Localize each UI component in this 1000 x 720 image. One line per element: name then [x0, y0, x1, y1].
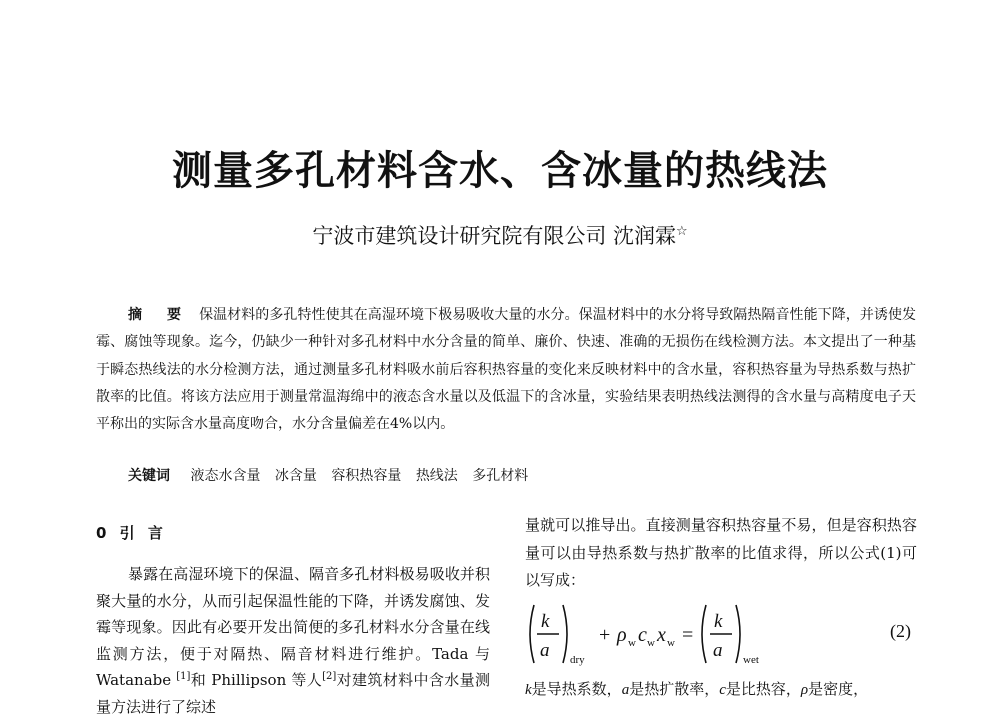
- keyword-item: 液态水含量: [190, 468, 261, 484]
- author-affiliation: 宁波市建筑设计研究院有限公司: [312, 224, 607, 248]
- section-number: 0: [96, 524, 111, 542]
- author-line: [0, 220, 1000, 252]
- def-symbol: ρ: [800, 682, 809, 698]
- equation-graphic: [525, 601, 855, 667]
- eq-plus: +: [599, 624, 611, 646]
- intro-text-end: 对建筑材料中含水量测量方法进行了综述: [96, 671, 490, 716]
- right-column-text: 量就可以推导出。直接测量容积热容量不易，但是容积热容量可以由导热系数与热扩散率的比值求得，所以公式(1)可以写成：: [525, 516, 917, 589]
- eq-sub-dry: dry: [570, 654, 585, 666]
- citation-ref: [1]: [176, 671, 191, 682]
- equation-2: [525, 601, 917, 667]
- keyword-item: 容积热容量: [331, 468, 402, 484]
- def-text: 是比热容，: [725, 680, 801, 698]
- equation-number: (2): [890, 621, 911, 641]
- def-symbol: c: [719, 682, 726, 698]
- author-star-icon: ☆: [676, 224, 688, 239]
- intro-text-start: 暴露在高湿环境下的保温、隔音多孔材料极易吸收并积聚大量的水分，从而引起保温性能的下降，并诱发腐蚀、发霉等现象。因此有必要开发出简便的多孔材料水分含量在线监测方法，便于对隔热、隔音材料进行维护。Tada 与 Watanabe: [96, 565, 490, 689]
- keywords-label: 关键词: [128, 468, 170, 484]
- eq-a-dry: a: [540, 640, 550, 661]
- paper-title: 测量多孔材料含水、含冰量的热线法: [172, 148, 828, 194]
- symbol-definitions: [525, 676, 917, 703]
- eq-sub-w: w: [667, 637, 675, 649]
- eq-k-dry: k: [541, 611, 550, 632]
- section-title: 引 言: [119, 524, 167, 542]
- def-text: 是密度，: [808, 680, 869, 698]
- keyword-item: 多孔材料: [472, 468, 529, 484]
- eq-k-wet: k: [714, 611, 723, 632]
- def-text: 是导热系数，: [531, 680, 622, 698]
- def-text: 是热扩散率，: [629, 680, 720, 698]
- def-symbol: a: [621, 682, 630, 698]
- eq-x: x: [657, 624, 666, 646]
- citation-ref: [2]: [322, 671, 337, 682]
- eq-sub-wet: wet: [743, 654, 759, 666]
- def-symbol: k: [525, 682, 532, 698]
- intro-text-mid: 和 Phillipson 等人: [190, 671, 323, 689]
- author-name: 沈润霖: [613, 224, 677, 248]
- eq-equals: =: [682, 624, 694, 646]
- keywords: [128, 463, 888, 490]
- eq-a-wet: a: [713, 640, 723, 661]
- keyword-item: 冰含量: [274, 468, 317, 484]
- section-heading: [96, 521, 167, 545]
- eq-rho: ρ: [617, 624, 627, 646]
- abstract-text: 保温材料的多孔特性使其在高湿环境下极易吸收大量的水分。保温材料中的水分将导致隔热隔音性能下降，并诱使发霉、腐蚀等现象。迄今，仍缺少一种针对多孔材料中水分含量的简单、廉价、快速、准确的无损伤在线检测方法。本文提出了一种基于瞬态热线法的水分检测方法，通过测量多孔材料吸水前后容积热容量的变化来反映材料中的含水量，容积热容量为导热系数与热扩散率的比值。将该方法应用于测量常温海绵中的液态含水量以及低温下的含冰量，实验结果表明热线法测得的含水量与高精度电子天平称出的实际含水量高度吻合，水分含量偏差在4%以内。: [96, 307, 917, 433]
- eq-c: c: [638, 624, 647, 646]
- intro-paragraph: [96, 561, 490, 720]
- abstract-label: 摘 要: [128, 307, 192, 323]
- eq-sub-w: w: [628, 637, 636, 649]
- eq-sub-w: w: [647, 637, 655, 649]
- keyword-item: 热线法: [415, 468, 458, 484]
- abstract: [96, 302, 916, 438]
